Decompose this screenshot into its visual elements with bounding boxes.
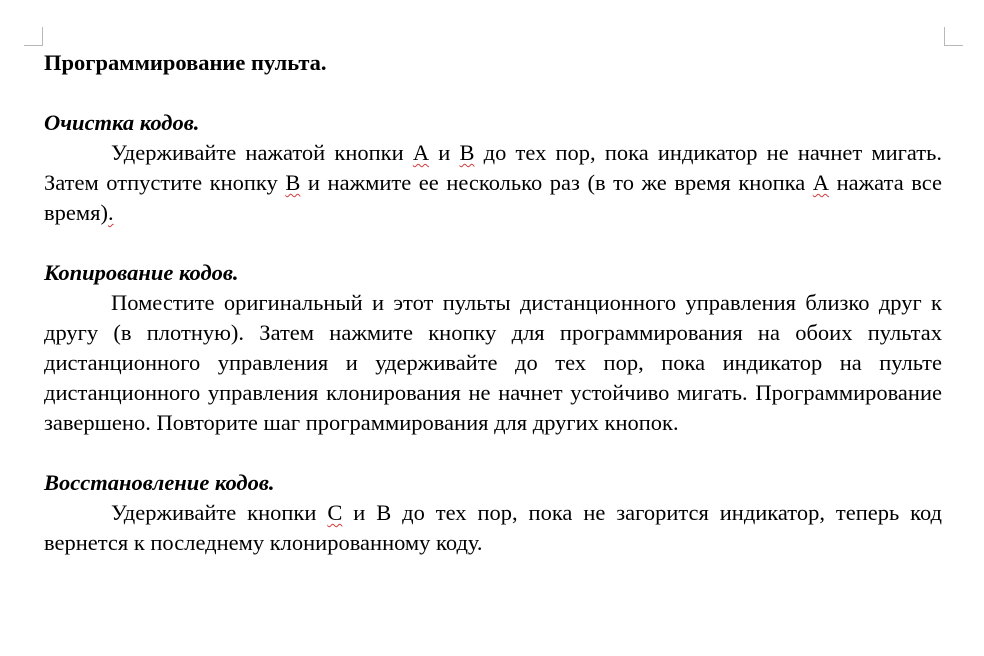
section-paragraph-clear-codes — [44, 138, 942, 228]
spellcheck-word: В — [285, 170, 301, 195]
page-corner-mark-top-left — [24, 27, 43, 46]
page-corner-mark-top-right — [944, 27, 963, 46]
text-run: Удерживайте нажатой кнопки — [111, 140, 413, 165]
text-run: и — [429, 140, 460, 165]
section-paragraph-restore-codes — [44, 498, 942, 558]
section-heading-clear-codes: Очистка кодов. — [44, 110, 200, 135]
text-run: до тех пор, пока индикатор не начнет мигать. Затем отпустите кнопку — [44, 140, 942, 195]
text-run: и В до тех пор, пока не загорится индикатор, теперь код вернется к последнему клонированному коду. — [44, 500, 942, 555]
section-paragraph-copy-codes: Поместите оригинальный и этот пульты дистанционного управления близко друг к другу (в плотную). Затем нажмите кнопку для программирования на обоих пультах дистанционного управления и удерживайте до тех пор, пока индикатор на пульте дистанционного управления клонирования не начнет устойчиво мигать. Программирование завершено. Повторите шаг программирования для других кнопок. — [44, 290, 942, 435]
spellcheck-word: В — [459, 140, 475, 165]
text-run: Удерживайте кнопки — [111, 500, 328, 525]
spellcheck-word: А — [412, 140, 430, 165]
document-page[interactable] — [44, 48, 942, 558]
section-clear-codes — [44, 108, 942, 228]
section-heading-copy-codes: Копирование кодов. — [44, 260, 239, 285]
text-run: и нажмите ее несколько раз (в то же время кнопка — [300, 170, 813, 195]
document-title: Программирование пульта. — [44, 50, 327, 75]
spellcheck-word: С — [327, 500, 343, 525]
text-run: нажата все время) — [44, 170, 942, 225]
spellcheck-word: А — [812, 170, 830, 195]
section-copy-codes — [44, 258, 942, 438]
section-restore-codes — [44, 468, 942, 558]
section-heading-restore-codes: Восстановление кодов. — [44, 470, 275, 495]
spellcheck-word: . — [107, 200, 114, 225]
